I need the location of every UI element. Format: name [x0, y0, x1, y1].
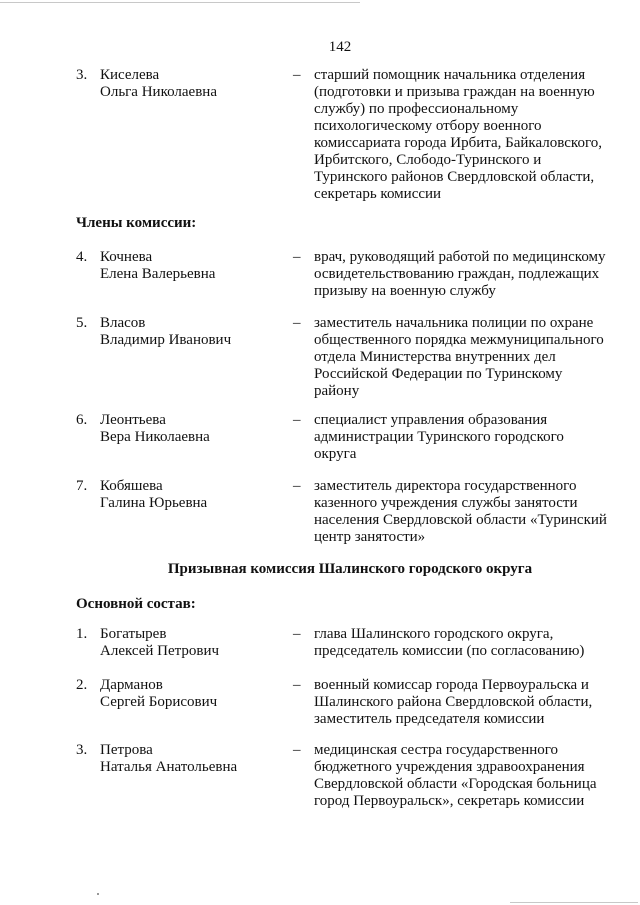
member-number: 6. [76, 412, 88, 428]
description-line: (подготовки и призыва граждан на военную [314, 84, 595, 100]
member-name [100, 742, 285, 776]
member-surname: Леонтьева [100, 412, 166, 428]
description-line: Свердловской области «Городская больница [314, 776, 597, 792]
description-line: призыву на военную службу [314, 283, 496, 299]
description-line: отдела Министерства внутренних дел [314, 349, 556, 365]
member-given-names: Владимир Иванович [100, 332, 232, 348]
member-surname: Кобяшева [100, 478, 163, 494]
description-line: город Первоуральск», секретарь комиссии [314, 793, 585, 809]
member-name [100, 315, 285, 349]
description-line: Шалинского района Свердловской области, [314, 694, 593, 710]
member-given-names: Наталья Анатольевна [100, 759, 238, 775]
description-line: округа [314, 446, 357, 462]
member-number: 3. [76, 742, 88, 758]
member-surname: Петрова [100, 742, 153, 758]
member-dash: – [293, 315, 301, 331]
member-description [314, 67, 614, 203]
description-line: заместитель начальника полиции по охране [314, 315, 594, 331]
member-number: 1. [76, 626, 88, 642]
member-description [314, 742, 614, 810]
description-line: заместитель директора государственного [314, 478, 577, 494]
member-number: 3. [76, 67, 88, 83]
section-heading-members: Члены комиссии: [76, 215, 197, 231]
member-given-names: Ольга Николаевна [100, 84, 217, 100]
member-dash: – [293, 412, 301, 428]
member-surname: Богатырев [100, 626, 167, 642]
description-line: общественного порядка межмуниципального [314, 332, 604, 348]
member-name [100, 677, 285, 711]
description-line: службу) по профессиональному [314, 101, 519, 117]
member-number: 2. [76, 677, 88, 693]
description-line: комиссариата города Ирбита, Байкаловского, [314, 135, 602, 151]
description-line: секретарь комиссии [314, 186, 442, 202]
member-dash: – [293, 478, 301, 494]
member-surname: Власов [100, 315, 146, 331]
description-line: врач, руководящий работой по медицинскому [314, 249, 606, 265]
description-line: освидетельствованию граждан, подлежащих [314, 266, 600, 282]
member-name [100, 249, 285, 283]
description-line: казенного учреждения службы занятости [314, 495, 578, 511]
member-name [100, 412, 285, 446]
description-line: председатель комиссии (по согласованию) [314, 643, 585, 659]
member-number: 7. [76, 478, 88, 494]
description-line: заместитель председателя комиссии [314, 711, 545, 727]
description-line: медицинская сестра государственного [314, 742, 559, 758]
page-number: 142 [328, 39, 352, 55]
member-description [314, 315, 614, 400]
member-dash: – [293, 67, 301, 83]
description-line: военный комиссар города Первоуральска и [314, 677, 589, 693]
member-given-names: Алексей Петрович [100, 643, 220, 659]
section-heading-main-composition: Основной состав: [76, 596, 196, 612]
member-name [100, 478, 285, 512]
description-line: населения Свердловской области «Туринский [314, 512, 607, 528]
member-surname: Кочнева [100, 249, 153, 265]
member-given-names: Вера Николаевна [100, 429, 210, 445]
member-number: 4. [76, 249, 88, 265]
member-dash: – [293, 742, 301, 758]
description-line: психологическому отбору военного [314, 118, 542, 134]
member-description [314, 249, 614, 300]
member-dash: – [293, 677, 301, 693]
member-given-names: Галина Юрьевна [100, 495, 208, 511]
member-given-names: Елена Валерьевна [100, 266, 216, 282]
description-line: Ирбитского, Слободо-Туринского и [314, 152, 542, 168]
scan-edge-line-top [0, 2, 360, 3]
description-line: центр занятости» [314, 529, 426, 545]
scan-speck [97, 893, 99, 895]
member-dash: – [293, 626, 301, 642]
description-line: бюджетного учреждения здравоохранения [314, 759, 585, 775]
member-description [314, 412, 614, 463]
description-line: Российской Федерации по Туринскому [314, 366, 563, 382]
member-surname: Киселева [100, 67, 160, 83]
description-line: администрации Туринского городского [314, 429, 564, 445]
description-line: специалист управления образования [314, 412, 548, 428]
description-line: Туринского районов Свердловской области, [314, 169, 595, 185]
member-description [314, 677, 614, 728]
member-given-names: Сергей Борисович [100, 694, 218, 710]
member-surname: Дарманов [100, 677, 163, 693]
member-name [100, 626, 285, 660]
description-line: глава Шалинского городского округа, [314, 626, 554, 642]
member-description [314, 478, 614, 546]
member-dash: – [293, 249, 301, 265]
description-line: району [314, 383, 360, 399]
scan-edge-line-bottom [510, 902, 638, 903]
description-line: старший помощник начальника отделения [314, 67, 586, 83]
member-description [314, 626, 614, 660]
member-number: 5. [76, 315, 88, 331]
member-name [100, 67, 285, 101]
commission-title: Призывная комиссия Шалинского городского округа [167, 561, 533, 577]
